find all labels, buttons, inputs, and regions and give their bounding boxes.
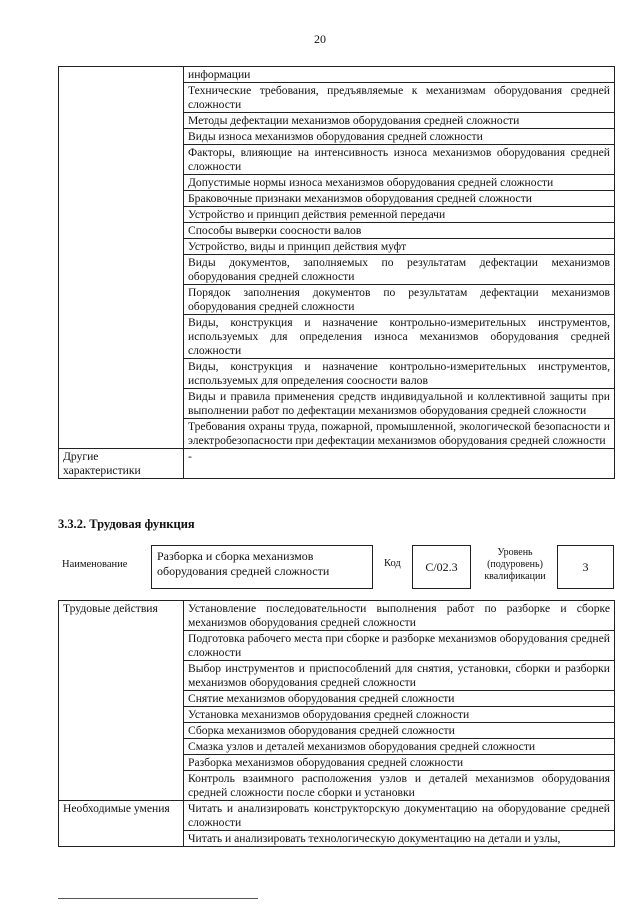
labor-action-item: Разборка механизмов оборудования средней сложности — [184, 755, 615, 771]
section-title: 3.3.2. Трудовая функция — [58, 517, 195, 531]
knowledge-item: Виды и правила применения средств индивидуальной и коллективной защиты при выполнении работ по дефектации механизмов оборудования средней сложности — [184, 389, 615, 419]
function-header — [58, 545, 614, 589]
function-code-box: C/02.3 — [412, 545, 471, 589]
labor-action-item: Смазка узлов и деталей механизмов оборудования средней сложности — [184, 739, 615, 755]
labor-action-item: Контроль взаимного расположения узлов и деталей механизмов оборудования средней сложности после сборки и установки — [184, 771, 615, 801]
knowledge-item: Методы дефектации механизмов оборудования средней сложности — [184, 113, 615, 129]
skill-item: Читать и анализировать технологическую документацию на детали и узлы, — [184, 831, 615, 847]
table-row — [59, 801, 615, 831]
knowledge-item: Порядок заполнения документов по результатам дефектации механизмов оборудования средней сложности — [184, 285, 615, 315]
qualification-level-box: 3 — [557, 545, 614, 589]
knowledge-item: информации — [184, 67, 615, 83]
labor-action-item: Выбор инструментов и приспособлений для снятия, установки, сборки и разборки механизмов оборудования средней сложности — [184, 661, 615, 691]
table-row — [59, 67, 615, 83]
knowledge-item: Виды износа механизмов оборудования средней сложности — [184, 129, 615, 145]
knowledge-item: Способы выверки соосности валов — [184, 223, 615, 239]
knowledge-table-continuation — [58, 66, 615, 479]
labor-action-item: Снятие механизмов оборудования средней сложности — [184, 691, 615, 707]
other-characteristics-label: Другие характеристики — [59, 449, 184, 479]
labor-action-item: Сборка механизмов оборудования средней сложности — [184, 723, 615, 739]
table-row — [59, 601, 615, 631]
skill-item: Читать и анализировать конструкторскую документацию на оборудование средней сложности — [184, 801, 615, 831]
knowledge-item: Виды документов, заполняемых по результатам дефектации механизмов оборудования средней сложности — [184, 255, 615, 285]
knowledge-item: Виды, конструкция и назначение контрольно-измерительных инструментов, используемых для определения износа механизмов оборудования средней сложности — [184, 315, 615, 359]
page-number: 20 — [314, 32, 326, 46]
labor-action-item: Установка механизмов оборудования средней сложности — [184, 707, 615, 723]
labor-action-item: Подготовка рабочего места при сборке и разборке механизмов оборудования средней сложности — [184, 631, 615, 661]
table-row — [59, 449, 615, 479]
knowledge-item: Устройство, виды и принцип действия муфт — [184, 239, 615, 255]
footnote-divider — [58, 898, 258, 899]
required-skills-label: Необходимые умения — [59, 801, 184, 847]
knowledge-item: Допустимые нормы износа механизмов оборудования средней сложности — [184, 175, 615, 191]
knowledge-item: Браковочные признаки механизмов оборудования средней сложности — [184, 191, 615, 207]
knowledge-label-cell — [59, 67, 184, 449]
knowledge-item: Виды, конструкция и назначение контрольно-измерительных инструментов, используемых для определения соосности валов — [184, 359, 615, 389]
knowledge-item: Устройство и принцип действия ременной передачи — [184, 207, 615, 223]
knowledge-item: Факторы, влияющие на интенсивность износа механизмов оборудования средней сложности — [184, 145, 615, 175]
labor-actions-label: Трудовые действия — [59, 601, 184, 801]
labor-action-item: Установление последовательности выполнения работ по разборке и сборке механизмов оборудования средней сложности — [184, 601, 615, 631]
knowledge-item: Технические требования, предъявляемые к механизмам оборудования средней сложности — [184, 83, 615, 113]
level-label: Уровень (подуровень) квалификации — [484, 547, 546, 582]
other-characteristics-value: - — [184, 449, 615, 479]
knowledge-item: Требования охраны труда, пожарной, промышленной, экологической безопасности и электробезопасности при дефектации механизмов оборудования средней сложности — [184, 419, 615, 449]
function-name-box: Разборка и сборка механизмов оборудования средней сложности — [151, 545, 373, 589]
labor-function-table — [58, 600, 615, 847]
name-label: Наименование — [62, 559, 128, 570]
code-label: Код — [384, 558, 401, 569]
